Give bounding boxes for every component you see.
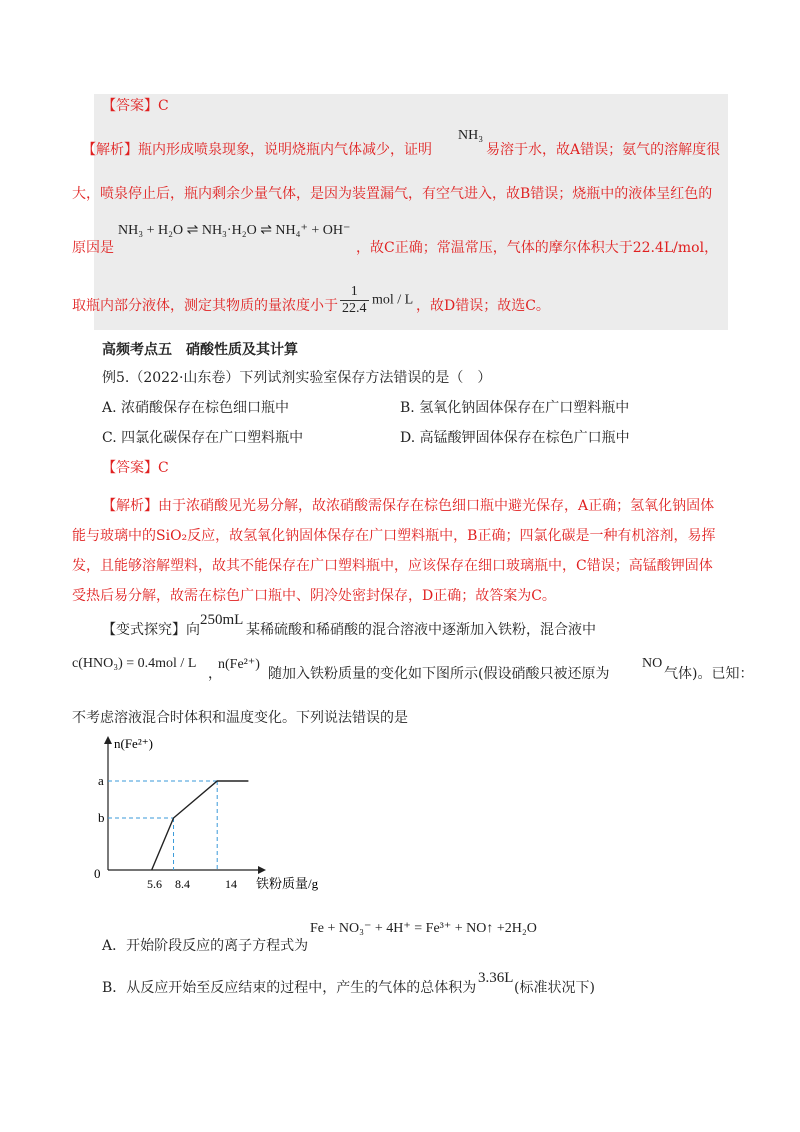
variant-text: 某稀硫酸和稀硝酸的混合溶液中逐渐加入铁粉，混合液中 (246, 622, 596, 638)
analysis-text: 取瓶内部分液体，测定其物质的量浓度小于 (72, 298, 338, 314)
comma: ， (208, 666, 222, 682)
fraction-denominator: 22.4 (342, 301, 367, 316)
question-option-b: B．从反应开始至反应结束的过程中，产生的气体的总体积为 (102, 980, 477, 996)
answer-value: C (158, 460, 169, 476)
iron-powder-chart (80, 730, 360, 900)
analysis-label: 【解析】 (82, 142, 138, 158)
volume-value: 250mL (200, 612, 244, 628)
y-axis-arrow (104, 736, 112, 744)
option-a: A. 浓硝酸保存在棕色细口瓶中 (102, 400, 290, 416)
y-axis-label: n(Fe²⁺) (114, 736, 153, 751)
answer-line-1 (102, 96, 169, 116)
variant-text: 气体)。已知： (664, 666, 754, 682)
analysis-line-1 (82, 140, 432, 160)
analysis2-line-4: 受热后易分解，故需在棕色广口瓶中、阴冷处密封保存，D正确；故答案为C。 (72, 588, 556, 604)
section-title: 高频考点五 硝酸性质及其计算 (102, 342, 298, 358)
x-tick-8.4: 8.4 (175, 877, 190, 891)
analysis-text: 瓶内形成喷泉现象，说明烧瓶内气体减少，证明 (138, 142, 432, 158)
origin-label: 0 (94, 866, 101, 881)
analysis-text: ，故C正确；常温常压，气体的摩尔体积大于22.4L/mol， (356, 240, 719, 256)
x-axis-arrow (258, 866, 266, 874)
answer-line-2 (102, 458, 169, 478)
variant-text: 【变式探究】向 (102, 622, 200, 638)
option-a-equation: Fe + NO₃⁻ + 4H⁺ = Fe³⁺ + NO↑ +2H₂O (310, 921, 537, 936)
x-tick-5.6: 5.6 (147, 877, 162, 891)
hno3-concentration: c(HNO₃) = 0.4mol / L (72, 656, 197, 671)
x-axis-label: 铁粉质量/g (256, 876, 319, 891)
analysis-label: 【解析】 (102, 498, 158, 514)
fraction-numerator: 1 (340, 284, 369, 301)
option-d: D. 高锰酸钾固体保存在棕色广口瓶中 (400, 430, 630, 446)
analysis2-line-2: 能与玻璃中的SiO₂反应，故氢氧化钠固体保存在广口塑料瓶中，B正确；四氯化碳是一种有机溶剂，易挥 (72, 528, 716, 544)
variant-text: 随加入铁粉质量的变化如下图所示(假设硝酸只被还原为 (268, 666, 610, 682)
nh3-formula: NH₃ (458, 128, 484, 143)
answer-value: C (158, 98, 169, 114)
analysis-text: 易溶于水，故A错误；氨气的溶解度很 (486, 142, 721, 158)
x-tick-14: 14 (225, 877, 237, 891)
series-line (152, 781, 249, 870)
option-c: C. 四氯化碳保存在广口塑料瓶中 (102, 430, 304, 446)
concentration-fraction (340, 284, 413, 317)
standard-conditions: (标准状况下) (514, 980, 595, 996)
variant-text: 不考虑溶液混合时体积和温度变化。下列说法错误的是 (72, 710, 408, 726)
analysis-text: 原因是 (72, 240, 114, 256)
answer-label: 【答案】 (102, 98, 158, 114)
option-b: B. 氢氧化钠固体保存在广口塑料瓶中 (400, 400, 630, 416)
analysis-text: ，故D错误；故选C。 (416, 298, 550, 314)
example-stem: 例5.（2022·山东卷）下列试剂实验室保存方法错误的是（ ） (102, 370, 492, 386)
no-formula: NO (642, 656, 663, 671)
analysis-text: 由于浓硝酸见光易分解，故浓硝酸需保存在棕色细口瓶中避光保存，A正确；氢氧化钠固体 (158, 498, 715, 514)
answer-label: 【答案】 (102, 460, 158, 476)
gas-volume: 3.36L (478, 970, 514, 986)
fraction-unit: mol / L (372, 292, 414, 308)
y-tick-a: a (98, 773, 104, 788)
ammonia-equilibrium-equation: NH₃ + H₂O ⇌ NH₃·H₂O ⇌ NH₄⁺ + OH⁻ (118, 223, 351, 238)
y-tick-b: b (98, 810, 105, 825)
analysis2-line-1 (102, 496, 714, 516)
fe2-amount: n(Fe²⁺) (218, 657, 260, 672)
question-option-a: A．开始阶段反应的离子方程式为 (102, 938, 309, 954)
analysis2-line-3: 发，且能够溶解塑料，故其不能保存在广口塑料瓶中，应该保存在细口玻璃瓶中，C错误；高锰酸钾固体 (72, 558, 713, 574)
analysis-line-2: 大，喷泉停止后，瓶内剩余少量气体，是因为装置漏气，有空气进入，故B错误；烧瓶中的液体呈红色的 (72, 186, 713, 202)
